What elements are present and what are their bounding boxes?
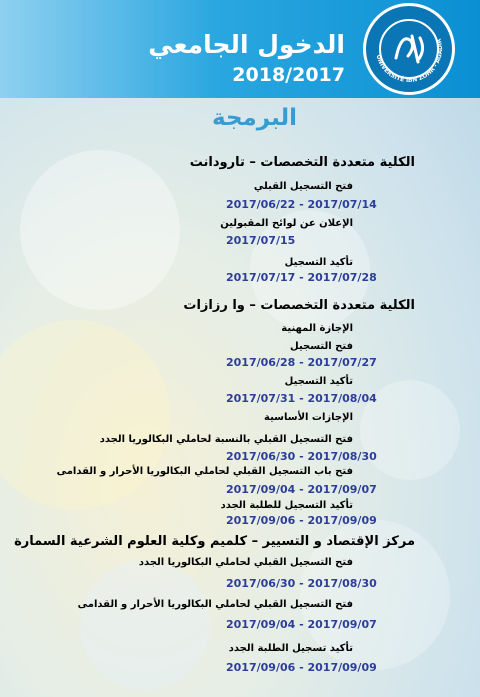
date-range: 2017/06/22 - 2017/07/14 <box>226 198 377 211</box>
background-bokeh <box>20 150 180 310</box>
date-range: 2017/07/15 <box>226 234 296 247</box>
university-logo <box>363 3 455 95</box>
schedule-label: الإعلان عن لوائح المقبولين <box>220 218 353 229</box>
schedule-label: الإجازات الأساسية <box>264 412 353 423</box>
schedule-label: تأكيد التسجيل <box>284 376 353 387</box>
schedule-label: فتح باب التسجيل القبلي لحاملي البكالوريا الأحرار و القدامى <box>56 466 353 477</box>
date-range: 2017/09/04 - 2017/09/07 <box>226 483 377 496</box>
faculty-heading: مركز الإقتصاد و التسيير – كلميم وكلية العلوم الشرعية السمارة <box>14 534 415 549</box>
section-title: البرمجة <box>212 105 297 131</box>
background-bokeh <box>80 560 210 690</box>
faculty-heading: الكلية متعددة التخصصات – تارودانت <box>189 155 415 170</box>
date-range: 2017/07/31 - 2017/08/04 <box>226 392 377 405</box>
date-range: 2017/06/30 - 2017/08/30 <box>226 577 377 590</box>
background-bokeh <box>0 320 170 510</box>
academic-year: 2018/2017 <box>232 64 345 86</box>
page-title: الدخول الجامعي <box>148 30 345 59</box>
schedule-label: فتح التسجيل القبلي لحاملي البكالوريا الجدد <box>138 557 353 568</box>
schedule-label: تأكيد تسجيل الطلبة الجدد <box>228 643 353 654</box>
date-range: 2017/06/30 - 2017/08/30 <box>226 450 377 463</box>
logo-text: UNIVERSITÉ IBN ZOHR - AGADIR <box>374 37 445 85</box>
date-range: 2017/09/06 - 2017/09/09 <box>226 514 377 527</box>
schedule-label: الإجازة المهنية <box>281 323 353 334</box>
schedule-label: تأكيد التسجيل <box>284 257 353 268</box>
date-range: 2017/07/17 - 2017/07/28 <box>226 271 377 284</box>
date-range: 2017/06/28 - 2017/07/27 <box>226 356 377 369</box>
date-range: 2017/09/04 - 2017/09/07 <box>226 618 377 631</box>
faculty-heading: الكلية متعددة التخصصات – وا رزازات <box>183 298 415 313</box>
schedule-label: فتح التسجيل القبلي <box>253 181 353 192</box>
logo-ring <box>379 19 439 79</box>
schedule-label: فتح التسجيل القبلي بالنسبة لحاملي البكالوريا الجدد <box>99 434 353 445</box>
schedule-label: تأكيد التسجيل للطلبة الجدد <box>220 500 353 511</box>
schedule-label: فتح التسجيل <box>290 341 353 352</box>
date-range: 2017/09/06 - 2017/09/09 <box>226 661 377 674</box>
schedule-label: فتح التسجيل القبلي لحاملي البكالوريا الأحرار و القدامى <box>77 599 353 610</box>
